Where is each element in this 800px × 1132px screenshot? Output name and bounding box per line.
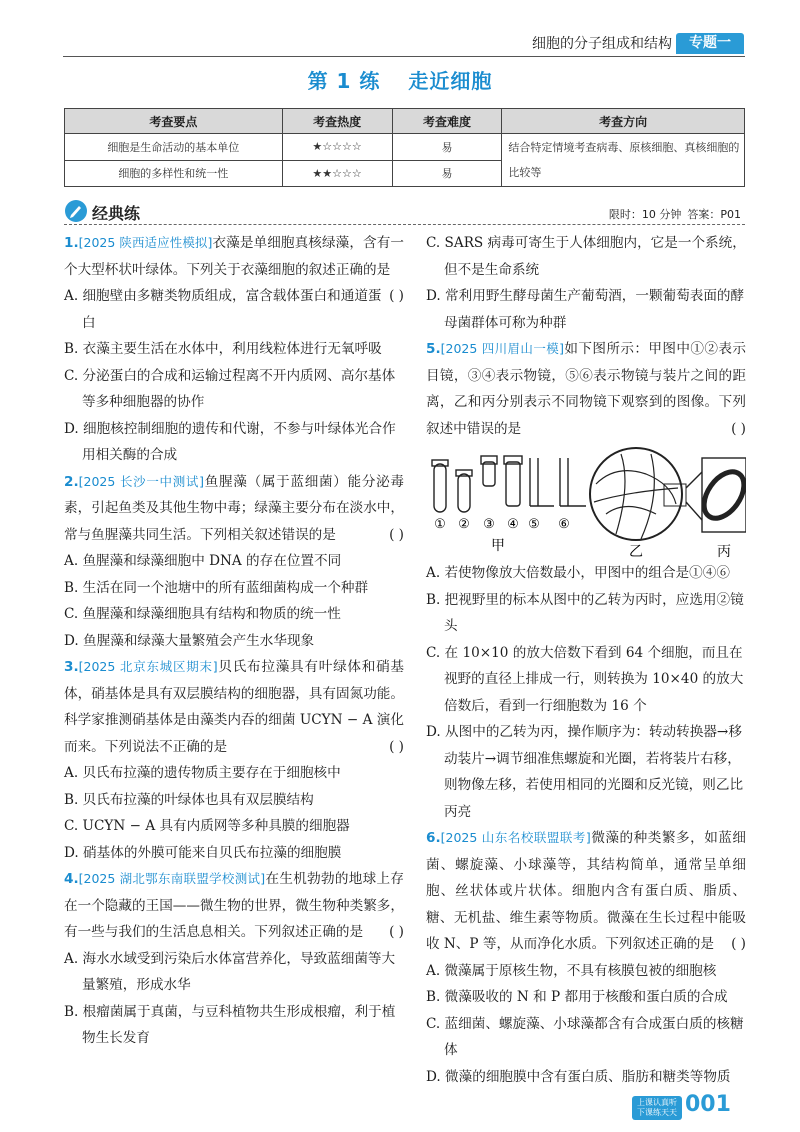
option: B. 衣藻主要生活在水体中，利用线粒体进行无氧呼吸 [64,341,382,357]
question-source: [2025 山东名校联盟联考] [440,830,591,845]
option: C. 分泌蛋白的合成和运输过程离不开内质网、高尔基体等多种细胞器的协作 [64,367,396,410]
brand-line: 上课认真听 [637,1098,677,1107]
section-meta [603,206,741,222]
footer-brand [632,1096,682,1120]
option: C. 蓝细菌、螺旋藻、小球藻都含有合成蛋白质的核糖体 [426,1015,744,1058]
table-row [65,134,745,161]
option: A. 海水水域受到污染后水体富营养化，导致蓝细菌等大量繁殖，形成水华 [64,950,396,993]
table-header: 考查方向 [502,109,745,134]
brand-line: 下课练天天 [637,1108,677,1117]
option: A. 细胞壁由多糖类物质组成，富含载体蛋白和通道蛋白 [64,288,382,331]
figure-mark: ⑥ [558,517,570,532]
microscope-figure [426,444,746,560]
option: A. 微藻属于原核生物，不具有核膜包被的细胞核 [426,962,717,979]
question-stem: 微藻的种类繁多，如蓝细菌、螺旋藻、小球藻等，其结构简单，通常呈单细胞、丝状体或片状体。细胞内含有蛋白质、脂质、糖、无机盐、维生素等物质。微藻在生长过程中能吸收 N、P 等，从而净化水质。下列叙述正确的是 [426,830,747,952]
question-stem: 贝氏布拉藻具有叶绿体和硝基体，硝基体是具有双层膜结构的细胞器，具有固氮功能。科学家推测硝基体是由藻类内吞的细菌 UCYN − A 演化而来。下列说法不正确的是 [64,659,405,755]
section-divider [64,224,745,225]
lesson-name: 走近细胞 [408,69,493,93]
question-4-continued [426,230,746,336]
figure-mark: ④ [507,517,519,532]
table-cell: 易 [392,134,502,161]
option: B. 生活在同一个池塘中的所有蓝细菌构成一个种群 [64,579,369,596]
question-3 [64,654,404,866]
table-cell: 易 [392,160,502,187]
question-source: [2025 湖北鄂东南联盟学校测试] [78,871,266,886]
option: D. 常利用野生酵母菌生产葡萄酒，一颗葡萄表面的酵母菌群体可称为种群 [426,288,745,331]
option: D. 微藻的细胞膜中含有蛋白质、脂肪和糖类等物质 [426,1068,731,1085]
answer-blank: ( ) [389,526,404,543]
option: D. 从图中的乙转为丙，操作顺序为：转动转换器→移动装片→调节细准焦螺旋和光圈，若将装片右移，则物像左移，若使用相同的光圈和反光镜，则乙比丙亮 [426,724,744,820]
question-number: 2. [64,473,79,490]
question-number: 5. [426,341,441,357]
lesson-number: 第 1 练 [307,69,381,93]
page-number: 001 [685,1092,731,1117]
option: D. 细胞核控制细胞的遗传和代谢，不参与叶绿体光合作用相关酶的合成 [64,420,396,463]
option: C. SARS 病毒可寄生于人体细胞内，它是一个系统，但不是生命系统 [426,235,746,278]
answer-blank: ( ) [731,420,746,437]
table-header-row [65,109,745,134]
question-source: [2025 四川眉山一模] [440,341,565,356]
right-column [426,230,746,1090]
question-number: 4. [64,871,79,887]
option: B. 根瘤菌属于真菌，与豆科植物共生形成根瘤，利于植物生长发育 [64,1003,396,1046]
answer-ref: 答案：P01 [687,208,741,221]
page-header [0,26,800,60]
option: D. 硝基体的外膜可能来自贝氏布拉藻的细胞膜 [64,844,342,861]
figure-mark: ② [458,517,470,532]
figure-label: 甲 [491,538,505,554]
option: C. UCYN − A 具有内质网等多种具膜的细胞器 [64,818,350,834]
option: D. 鱼腥藻和绿藻大量繁殖会产生水华现象 [64,632,315,649]
question-stem: 在生机勃勃的地球上存在一个隐藏的王国——微生物的世界，微生物种类繁多，有一些与我们的生活息息相关。下列叙述正确的是 [64,871,404,940]
answer-blank: ( ) [389,738,404,755]
lens-illustration [432,448,746,540]
figure-mark: ③ [483,517,495,532]
question-source: [2025 北京东城区期末] [78,659,218,674]
header-subtitle: 细胞的分子组成和结构 [532,36,672,52]
question-number: 1. [64,235,79,251]
left-column [64,230,404,1052]
time-limit: 限时：10 分钟 [608,208,682,221]
figure-label: 乙 [629,544,643,560]
question-5 [426,336,746,825]
table-cell: 细胞是生命活动的基本单位 [65,134,283,161]
figure-mark: ⑤ [528,517,540,532]
figure-label: 丙 [717,544,731,560]
option: A. 若使物像放大倍数最小，甲图中的组合是①④⑥ [426,565,730,581]
question-stem: 衣藻是单细胞真核绿藻，含有一个大型杯状叶绿体。下列关于衣藻细胞的叙述正确的是 [64,235,405,278]
page-footer [632,1092,762,1122]
question-6 [426,825,746,1090]
question-4 [64,866,404,1052]
question-source: [2025 长沙一中测试] [78,473,205,489]
page-title [0,65,800,94]
option: B. 微藻吸收的 N 和 P 都用于核酸和蛋白质的合成 [426,989,728,1005]
answer-blank: ( ) [389,924,404,940]
option: B. 把视野里的标本从图中的乙转为丙时，应选用②镜头 [426,591,744,634]
option: A. 鱼腥藻和绿藻细胞中 DNA 的存在位置不同 [64,553,342,569]
requirements-table [64,108,745,187]
table-header: 考查难度 [392,109,502,134]
pencil-icon [65,200,87,222]
table-cell-direction: 结合特定情境考查病毒、原核细胞、真核细胞的比较等 [502,134,745,187]
question-number: 6. [426,830,441,846]
table-cell: ★☆☆☆☆ [282,134,392,161]
question-2 [64,469,404,655]
header-rule [63,56,745,57]
question-1 [64,230,404,469]
table-header: 考查要点 [65,109,283,134]
question-stem: 如下图所示：甲图中①②表示目镜，③④表示物镜，⑤⑥表示物镜与装片之间的距离，乙和丙分别表示不同物镜下观察到的图像。下列叙述中错误的是 [426,341,747,437]
table-cell: ★★☆☆☆ [282,160,392,187]
option: C. 在 10×10 的放大倍数下看到 64 个细胞，而且在视野的直径上排成一行，则转换为 10×40 的放大倍数后，看到一行细胞数为 16 个 [426,644,744,714]
topic-tag: 专题一 [676,33,744,54]
answer-blank: ( ) [389,288,404,304]
figure-mark: ① [434,517,446,532]
question-number: 3. [64,659,79,675]
table-cell: 细胞的多样性和统一性 [65,160,283,187]
section-header [64,200,745,226]
option: C. 鱼腥藻和绿藻细胞具有结构和物质的统一性 [64,606,341,622]
question-source: [2025 陕西适应性模拟] [78,235,213,250]
section-label: 经典练 [92,204,141,223]
question-stem: 鱼腥藻（属于蓝细菌）能分泌毒素，引起鱼类及其他生物中毒；绿藻主要分布在淡水中，常与鱼腥藻共同生活。下列相关叙述错误的是 [64,473,405,543]
option: B. 贝氏布拉藻的叶绿体也具有双层膜结构 [64,791,314,808]
answer-blank: ( ) [731,936,746,952]
table-header: 考查热度 [282,109,392,134]
option: A. 贝氏布拉藻的遗传物质主要存在于细胞核中 [64,765,341,781]
